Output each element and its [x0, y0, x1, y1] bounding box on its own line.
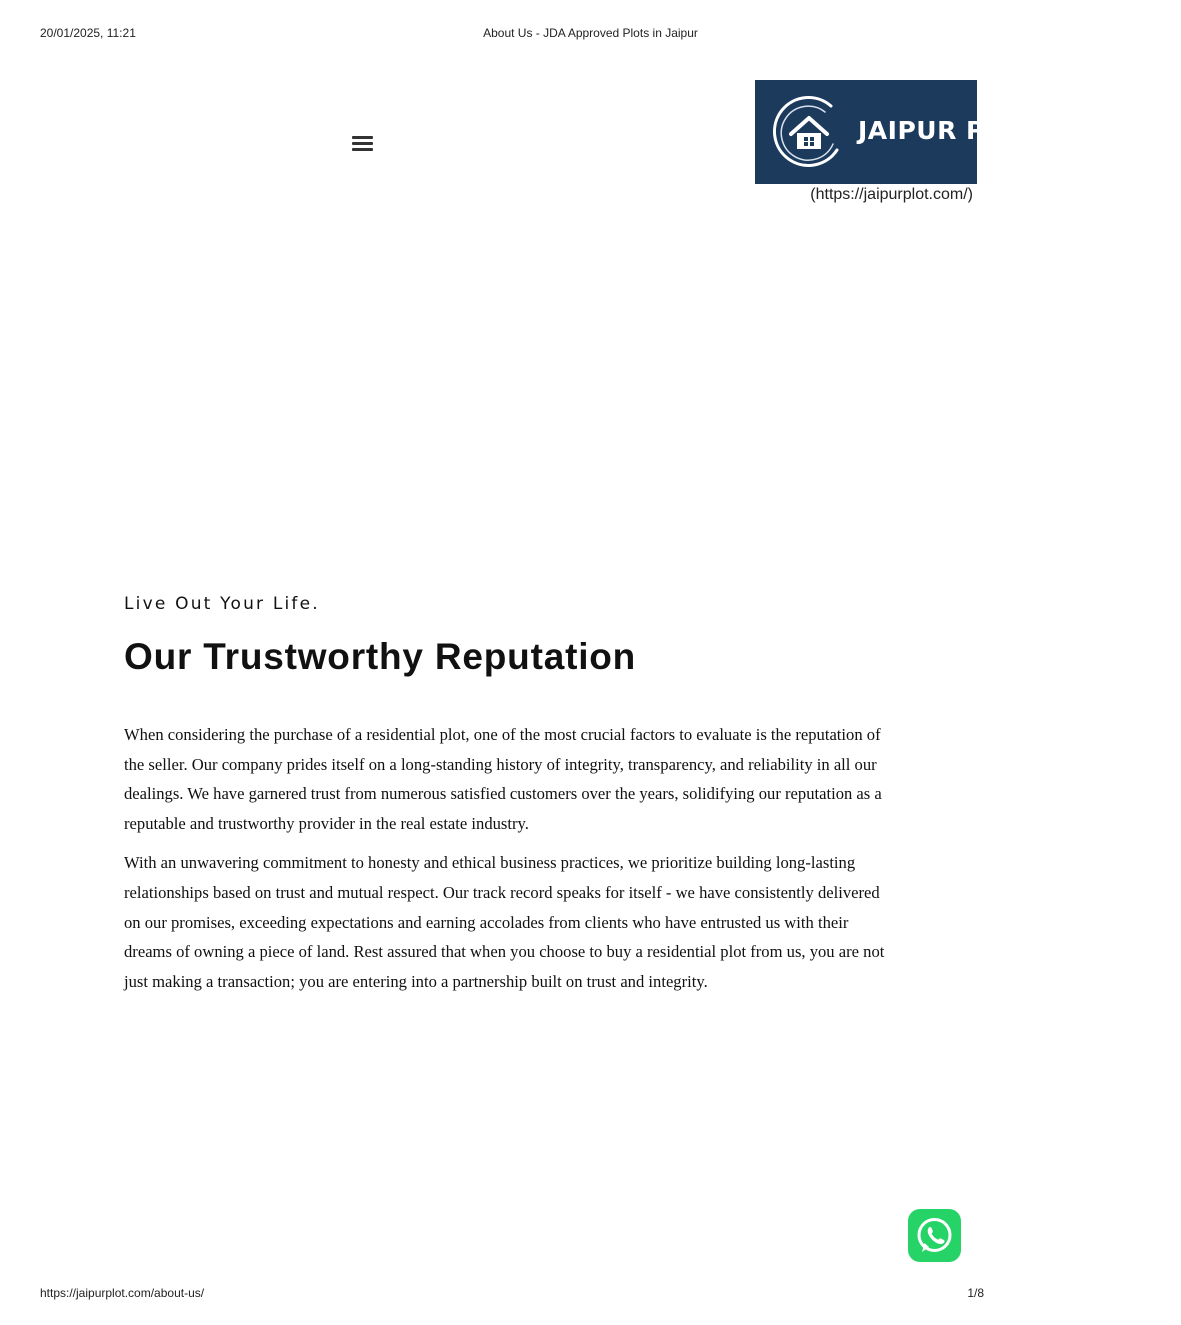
paragraph-commitment: With an unwavering commitment to honesty and ethical business practices, we prioritize building long-lasting relationships based on trust and mutual respect. Our track record speaks for itself - we have consistently delivered on our promises, exceeding expectations and earning accolades from clients who have entrusted us with their dreams of owning a piece of land. Rest assured that when you choose to buy a residential plot from us, you are not just making a transaction; you are entering into a partnership built on trust and integrity.	[124, 853, 885, 991]
print-page-title: About Us - JDA Approved Plots in Jaipur	[483, 26, 698, 40]
hamburger-menu-icon[interactable]	[350, 136, 374, 156]
print-date-time: 20/01/2025, 11:21	[40, 26, 136, 40]
body-text	[124, 720, 900, 1006]
paragraph-reputation: When considering the purchase of a residential plot, one of the most crucial factors to evaluate is the reputation of the seller. Our company prides itself on a long-standing history of integrity, transparency, and reliability in all our dealings. We have garnered trust from numerous satisfied customers over the years, solidifying our reputation as a reputable and trustworthy provider in the real estate industry.	[124, 725, 882, 833]
whatsapp-chat-button[interactable]	[908, 1209, 961, 1262]
site-logo-link[interactable]	[755, 80, 1059, 184]
page-heading: Our Trustworthy Reputation	[124, 636, 637, 677]
logo-link-url: (https://jaipurplot.com/)	[810, 186, 973, 203]
tagline: Live Out Your Life.	[124, 594, 320, 614]
logo-text: JAIPUR PLOTS	[858, 116, 1059, 145]
house-logo-icon	[771, 94, 847, 170]
print-footer-url: https://jaipurplot.com/about-us/	[40, 1286, 205, 1300]
whatsapp-icon	[914, 1215, 955, 1256]
print-page-number: 1/8	[967, 1286, 984, 1300]
